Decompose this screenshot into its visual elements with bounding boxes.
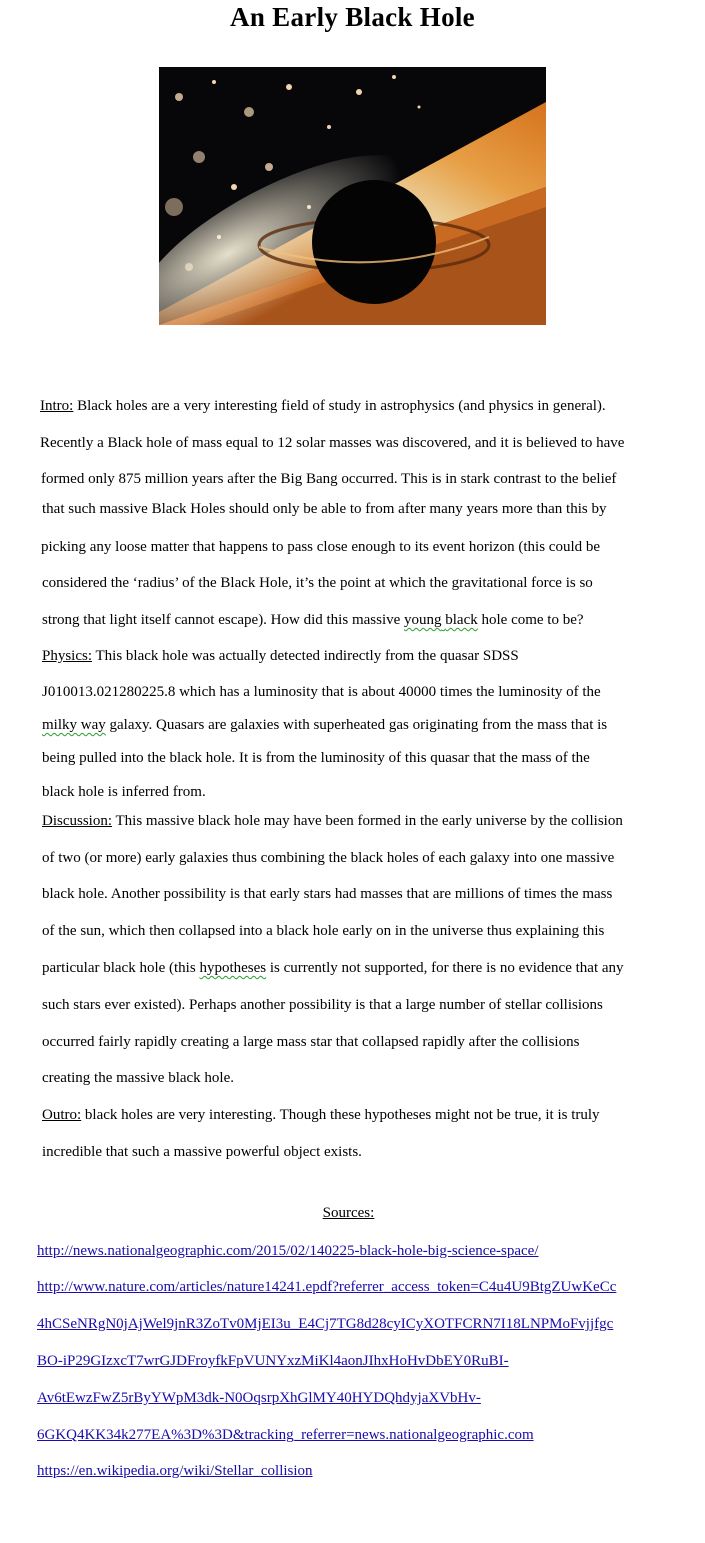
body-line: hole come to be? bbox=[477, 612, 584, 628]
body-line: is currently not supported, for there is no evidence that any bbox=[266, 960, 624, 976]
body-line: Black holes are a very interesting field of study in astrophysics (and physics in general). bbox=[73, 398, 606, 414]
body-line: strong that light itself cannot escape). How did this massive bbox=[42, 612, 405, 628]
source-link[interactable]: BO-iP29GIzxcT7wrGJDFroyfkFpVUNYxzMiKl4aonJIhxHoHvDbEY0RuBI- bbox=[37, 1353, 509, 1369]
body-line: considered the ‘radius’ of the Black Hole, it’s the point at which the gravitational force is so bbox=[42, 575, 593, 591]
body-line: being pulled into the black hole. It is from the luminosity of this quasar that the mass of the bbox=[42, 750, 590, 766]
black-hole-illustration bbox=[159, 67, 546, 325]
spelling-flag: milky way bbox=[42, 717, 106, 733]
source-link[interactable]: http://news.nationalgeographic.com/2015/02/140225-black-hole-big-science-space/ bbox=[37, 1243, 539, 1259]
body-line: occurred fairly rapidly creating a large mass star that collapsed rapidly after the collisions bbox=[42, 1034, 580, 1050]
sources-heading: Sources: bbox=[322, 1205, 375, 1221]
body-line: picking any loose matter that happens to pass close enough to its event horizon (this could be bbox=[41, 539, 601, 555]
body-line: creating the massive black hole. bbox=[42, 1070, 235, 1086]
body-line: Recently a Black hole of mass equal to 12 solar masses was discovered, and it is believed to have bbox=[40, 435, 625, 451]
body-line: particular black hole (this bbox=[42, 960, 200, 976]
physics-label: Physics: bbox=[42, 648, 93, 664]
intro-label: Intro: bbox=[40, 398, 74, 414]
body-line: galaxy. Quasars are galaxies with superheated gas originating from the mass that is bbox=[105, 717, 608, 733]
body-line: black hole. Another possibility is that early stars had masses that are millions of times the mass bbox=[42, 886, 613, 902]
spelling-flag: hypotheses bbox=[199, 960, 267, 976]
body-line: that such massive Black Holes should only be able to from after many years more than this by bbox=[42, 501, 607, 517]
body-line: black hole is inferred from. bbox=[42, 784, 206, 800]
discussion-label: Discussion: bbox=[42, 813, 113, 829]
body-line: formed only 875 million years after the Big Bang occurred. This is in stark contrast to the belief bbox=[41, 471, 617, 487]
spelling-flag: young bbox=[404, 612, 442, 628]
body-line: J010013.021280225.8 which has a luminosity that is about 40000 times the luminosity of the bbox=[42, 684, 601, 700]
page-title: An Early Black Hole bbox=[230, 2, 475, 32]
body-line: such stars ever existed). Perhaps another possibility is that a large number of stellar collisions bbox=[42, 997, 603, 1013]
spelling-flag: black bbox=[445, 612, 478, 628]
source-link[interactable]: https://en.wikipedia.org/wiki/Stellar_collision bbox=[37, 1463, 313, 1479]
source-link[interactable]: http://www.nature.com/articles/nature14241.epdf?referrer_access_token=C4u4U9BtgZUwKeCc bbox=[37, 1279, 617, 1295]
outro-label: Outro: bbox=[42, 1107, 82, 1123]
body-line: This black hole was actually detected indirectly from the quasar SDSS bbox=[92, 648, 519, 664]
body-line: This massive black hole may have been formed in the early universe by the collision bbox=[112, 813, 623, 829]
body-line: black holes are very interesting. Though these hypotheses might not be true, it is truly bbox=[81, 1107, 600, 1123]
source-link[interactable]: Av6tEwzFwZ5rByYWpM3dk-N0OqsrpXhGlMY40HYDQhdyjaXVbHv- bbox=[37, 1390, 481, 1406]
body-line: of the sun, which then collapsed into a black hole early on in the universe thus explaining this bbox=[42, 923, 605, 939]
source-link[interactable]: 6GKQ4KK34k277EA%3D%3D&tracking_referrer=news.nationalgeographic.com bbox=[37, 1427, 534, 1443]
body-line: of two (or more) early galaxies thus combining the black holes of each galaxy into one massive bbox=[42, 850, 615, 866]
source-link[interactable]: 4hCSeNRgN0jAjWel9jnR3ZoTv0MjEI3u_E4Cj7TG8d28cyICyXOTFCRN7I18LNPMoFvjjfgc bbox=[37, 1316, 614, 1332]
body-line: incredible that such a massive powerful object exists. bbox=[42, 1144, 362, 1160]
